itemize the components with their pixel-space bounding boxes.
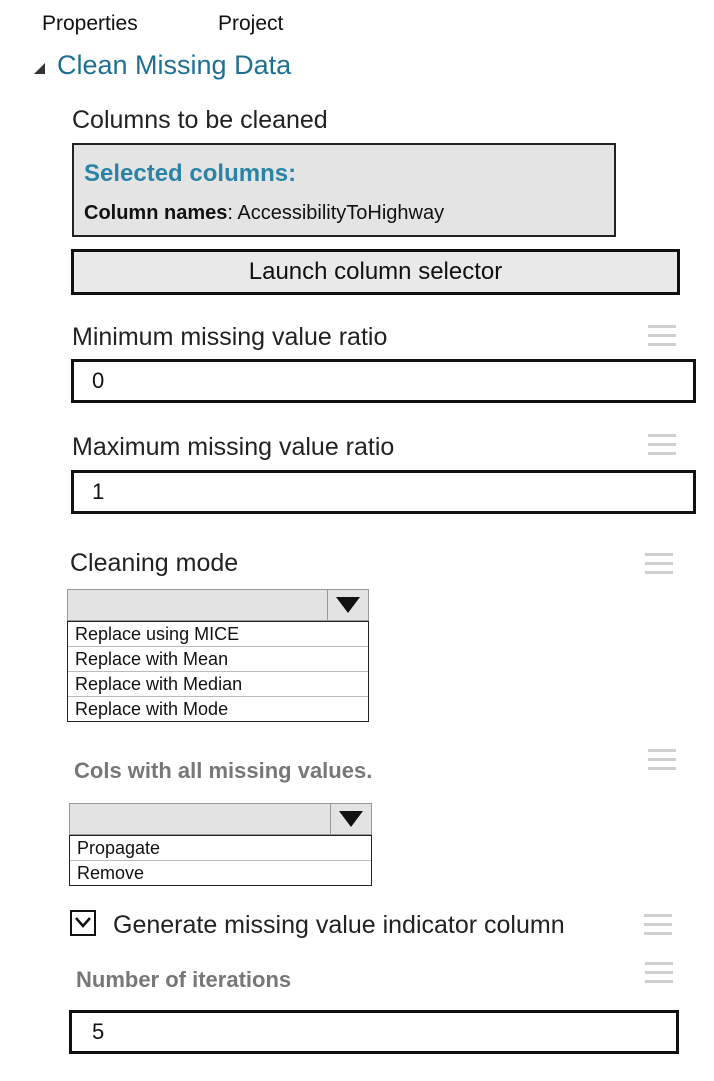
hamburger-menu-icon[interactable] xyxy=(645,962,673,989)
section-title: Clean Missing Data xyxy=(57,50,292,80)
tab-project[interactable]: Project xyxy=(218,12,284,35)
tab-properties[interactable]: Properties xyxy=(42,12,138,35)
hamburger-menu-icon[interactable] xyxy=(645,553,673,580)
option-replace-median[interactable]: Replace with Median xyxy=(68,672,368,697)
option-replace-mode[interactable]: Replace with Mode xyxy=(75,699,229,719)
dropdown-arrow-icon[interactable] xyxy=(327,590,368,620)
selected-columns-heading: Selected columns: xyxy=(84,160,297,187)
checkmark-icon xyxy=(74,915,92,931)
cols-all-missing-options xyxy=(69,835,372,886)
max-ratio-input[interactable]: 1 xyxy=(71,470,696,514)
indicator-column-label: Generate missing value indicator column xyxy=(113,911,565,939)
cols-all-missing-label: Cols with all missing values. xyxy=(74,758,373,783)
option-replace-mean[interactable]: Replace with Mean xyxy=(68,647,368,672)
cleaning-mode-select[interactable] xyxy=(67,589,369,722)
min-ratio-input[interactable]: 0 xyxy=(71,359,696,403)
column-names-label: Column names xyxy=(84,202,228,224)
collapse-triangle-icon[interactable] xyxy=(34,63,45,74)
option-replace-mice[interactable]: Replace using MICE xyxy=(68,622,368,647)
hamburger-menu-icon[interactable] xyxy=(644,914,672,941)
dropdown-arrow-icon[interactable] xyxy=(330,804,371,834)
option-remove[interactable]: Remove xyxy=(77,863,145,883)
launch-column-selector-button[interactable]: Launch column selector xyxy=(71,249,680,295)
cols-all-missing-select[interactable] xyxy=(69,803,372,886)
iterations-label: Number of iterations xyxy=(76,967,292,992)
cleaning-mode-label: Cleaning mode xyxy=(70,549,239,577)
option-propagate[interactable]: Propagate xyxy=(70,836,371,861)
hamburger-menu-icon[interactable] xyxy=(648,749,676,776)
selected-columns-box xyxy=(72,143,616,237)
indicator-column-checkbox[interactable] xyxy=(70,910,96,936)
iterations-input[interactable]: 5 xyxy=(69,1010,679,1054)
cleaning-mode-options xyxy=(67,621,369,722)
column-names-line xyxy=(84,202,444,225)
cleaning-mode-select-head[interactable] xyxy=(67,589,369,621)
max-ratio-label: Maximum missing value ratio xyxy=(72,433,395,461)
column-names-value: : AccessibilityToHighway xyxy=(227,202,445,224)
cols-all-missing-select-head[interactable] xyxy=(69,803,372,835)
min-ratio-label: Minimum missing value ratio xyxy=(72,323,388,351)
hamburger-menu-icon[interactable] xyxy=(648,434,676,461)
hamburger-menu-icon[interactable] xyxy=(648,325,676,352)
columns-to-clean-label: Columns to be cleaned xyxy=(72,106,328,134)
section-header[interactable] xyxy=(34,50,291,81)
